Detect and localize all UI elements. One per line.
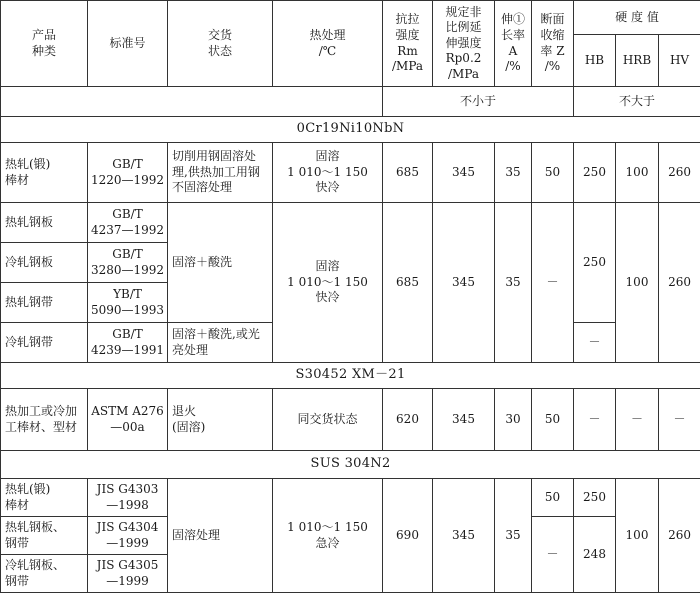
cell-tensile: 685	[383, 143, 433, 203]
cell-standard: ASTM A276 —00a	[88, 389, 168, 451]
header-blank	[1, 87, 383, 117]
cell-tensile: 685	[383, 203, 433, 363]
cell-standard: YB/T 5090—1993	[88, 283, 168, 323]
cell-elongation: 35	[495, 479, 532, 593]
cell-product: 冷轧钢板、 钢带	[1, 555, 88, 593]
cell-reduction: 50	[532, 143, 574, 203]
cell-elongation: 35	[495, 143, 532, 203]
cell-heat: 1 010～1 150 急冷	[273, 479, 383, 593]
cell-hv: 260	[659, 143, 700, 203]
cell-reduction: 50	[532, 479, 574, 517]
header-hrb: HRB	[616, 35, 659, 87]
cell-heat: 同交货状态	[273, 389, 383, 451]
cell-hrb: 100	[616, 203, 659, 363]
cell-standard: JIS G4303 —1998	[88, 479, 168, 517]
header-hardness: 硬 度 值	[574, 1, 700, 35]
cell-standard: GB/T 4237—1992	[88, 203, 168, 243]
table-row	[1, 143, 700, 203]
cell-product: 冷轧钢板	[1, 243, 88, 283]
cell-hv: 260	[659, 203, 700, 363]
group-title-2: S30452 XM－21	[1, 363, 700, 389]
table-row	[1, 389, 700, 451]
cell-hrb: 100	[616, 143, 659, 203]
cell-tensile: 620	[383, 389, 433, 451]
cell-delivery: 固溶＋酸洗,或光亮处理	[168, 323, 273, 363]
cell-standard: GB/T 4239—1991	[88, 323, 168, 363]
header-delivery: 交货 状态	[168, 1, 273, 87]
group-title-3: SUS 304N2	[1, 451, 700, 479]
cell-reduction: 50	[532, 389, 574, 451]
cell-hb: 250	[574, 143, 616, 203]
header-elongation: 伸① 长率 A /%	[495, 1, 532, 87]
cell-hb: 250	[574, 203, 616, 323]
cell-delivery: 退火 (固溶)	[168, 389, 273, 451]
cell-delivery: 固溶处理	[168, 479, 273, 593]
cell-hb: 250	[574, 479, 616, 517]
cell-product: 冷轧钢带	[1, 323, 88, 363]
header-product: 产品 种类	[1, 1, 88, 87]
cell-standard: GB/T 3280—1992	[88, 243, 168, 283]
cell-standard: GB/T 1220—1992	[88, 143, 168, 203]
cell-yield: 345	[433, 389, 495, 451]
header-standard: 标准号	[88, 1, 168, 87]
cell-reduction: －	[532, 203, 574, 363]
cell-product: 热轧钢带	[1, 283, 88, 323]
group-title-1: 0Cr19Ni10NbN	[1, 117, 700, 143]
cell-standard: JIS G4305 —1999	[88, 555, 168, 593]
cell-elongation: 35	[495, 203, 532, 363]
cell-reduction: －	[532, 517, 574, 593]
cell-hb: 248	[574, 517, 616, 593]
header-not-more: 不大于	[574, 87, 700, 117]
cell-hb: －	[574, 323, 616, 363]
cell-yield: 345	[433, 203, 495, 363]
cell-elongation: 30	[495, 389, 532, 451]
cell-standard: JIS G4304 —1999	[88, 517, 168, 555]
cell-heat: 固溶 1 010～1 150 快冷	[273, 143, 383, 203]
cell-tensile: 690	[383, 479, 433, 593]
header-hb: HB	[574, 35, 616, 87]
cell-yield: 345	[433, 479, 495, 593]
cell-product: 热加工或冷加工棒材、型材	[1, 389, 88, 451]
header-hv: HV	[659, 35, 700, 87]
cell-hb: －	[574, 389, 616, 451]
cell-hv: 260	[659, 479, 700, 593]
cell-product: 热轧钢板	[1, 203, 88, 243]
cell-product: 热轧(锻) 棒材	[1, 479, 88, 517]
cell-delivery: 切削用钢固溶处理,供热加工用钢不固溶处理	[168, 143, 273, 203]
header-not-less: 不小于	[383, 87, 574, 117]
cell-delivery: 固溶＋酸洗	[168, 203, 273, 323]
table-row	[1, 479, 700, 517]
header-yield: 规定非 比例延 伸强度 Rp0.2 /MPa	[433, 1, 495, 87]
cell-hrb: －	[616, 389, 659, 451]
cell-hv: －	[659, 389, 700, 451]
cell-product: 热轧(锻) 棒材	[1, 143, 88, 203]
cell-heat: 固溶 1 010～1 150 快冷	[273, 203, 383, 363]
header-reduction: 断面 收缩 率 Z /%	[532, 1, 574, 87]
header-tensile: 抗拉 强度 Rm /MPa	[383, 1, 433, 87]
cell-product: 热轧钢板、 钢带	[1, 517, 88, 555]
cell-yield: 345	[433, 143, 495, 203]
table-row	[1, 203, 700, 243]
cell-hrb: 100	[616, 479, 659, 593]
header-heat-treatment: 热处理 /℃	[273, 1, 383, 87]
